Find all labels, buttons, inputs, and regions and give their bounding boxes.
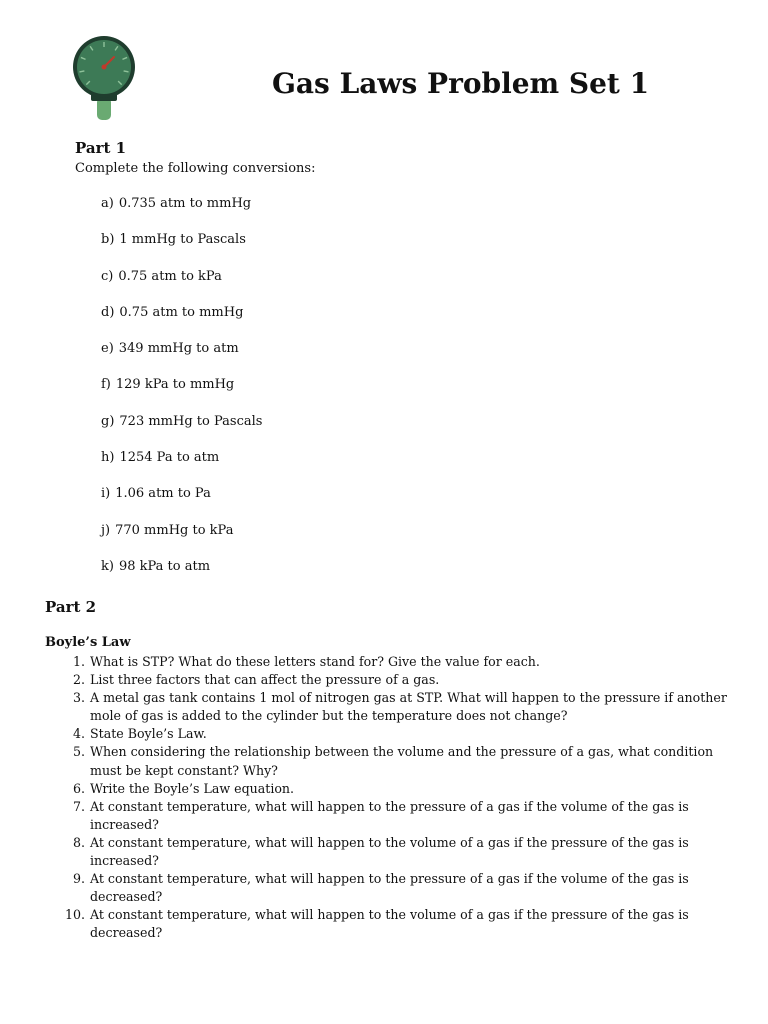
gauge-tick bbox=[124, 71, 129, 72]
conversion-item bbox=[101, 558, 262, 594]
conversion-item bbox=[101, 376, 262, 412]
item-letter: b) bbox=[101, 232, 115, 248]
question-item bbox=[45, 798, 745, 834]
question-text: At constant temperature, what will happen to the pressure of a gas if the volume of the gas is increased? bbox=[90, 798, 689, 832]
part2-heading: Part 2 bbox=[45, 598, 97, 616]
gauge-pivot bbox=[102, 65, 107, 70]
question-item bbox=[45, 743, 745, 779]
question-text: At constant temperature, what will happen to the volume of a gas if the pressure of the gas is decreased? bbox=[90, 907, 689, 941]
item-text: 0.75 atm to mmHg bbox=[119, 304, 244, 320]
question-item bbox=[45, 834, 745, 870]
question-number: 2. bbox=[72, 672, 85, 688]
question-text: At constant temperature, what will happen to the volume of a gas if the pressure of the gas is increased? bbox=[90, 834, 689, 869]
conversion-list bbox=[101, 195, 262, 594]
conversion-item bbox=[101, 449, 262, 485]
item-text: 1254 Pa to atm bbox=[119, 450, 220, 466]
question-item bbox=[45, 725, 745, 743]
part1-instructions: Complete the following conversions: bbox=[75, 161, 316, 176]
question-number: 6. bbox=[72, 780, 85, 796]
conversion-item bbox=[101, 485, 262, 521]
item-text: 0.75 atm to kPa bbox=[118, 268, 222, 284]
question-item bbox=[45, 870, 745, 906]
gauge-tick bbox=[79, 71, 84, 72]
question-number: 3. bbox=[72, 690, 85, 706]
question-number: 8. bbox=[72, 834, 85, 850]
item-text: 349 mmHg to atm bbox=[118, 341, 239, 357]
item-text: 1.06 atm to Pa bbox=[115, 486, 211, 502]
question-number: 4. bbox=[72, 726, 85, 742]
question-number: 7. bbox=[72, 798, 85, 814]
question-item bbox=[45, 780, 745, 798]
question-number: 5. bbox=[72, 744, 85, 760]
question-text: When considering the relationship between the volume and the pressure of a gas, what condition must be kept constant? Why? bbox=[90, 744, 714, 778]
question-text: What is STP? What do these letters stand for? Give the value for each. bbox=[90, 654, 540, 669]
question-text: A metal gas tank contains 1 mol of nitrogen gas at STP. What will happen to the pressure if another mole of gas is added to the cylinder but the temperature does not change? bbox=[90, 690, 727, 724]
item-text: 98 kPa to atm bbox=[118, 558, 211, 574]
conversion-item bbox=[101, 231, 262, 267]
question-item bbox=[45, 653, 745, 671]
conversion-item bbox=[101, 522, 262, 558]
item-text: 770 mmHg to kPa bbox=[115, 522, 234, 538]
item-letter: a) bbox=[101, 196, 114, 211]
conversion-item bbox=[101, 304, 262, 340]
item-letter: i) bbox=[101, 486, 111, 502]
question-text: State Boyle’s Law. bbox=[90, 726, 207, 742]
item-letter: d) bbox=[101, 304, 115, 320]
conversion-item bbox=[101, 268, 262, 304]
question-item bbox=[45, 671, 745, 689]
question-number: 1. bbox=[72, 654, 85, 669]
question-item bbox=[45, 906, 745, 942]
item-text: 1 mmHg to Pascals bbox=[119, 232, 246, 248]
part1-heading: Part 1 bbox=[75, 139, 127, 157]
conversion-item bbox=[101, 413, 262, 449]
question-list bbox=[45, 653, 745, 943]
page-title: Gas Laws Problem Set 1 bbox=[272, 67, 650, 100]
question-item bbox=[45, 689, 745, 725]
question-number: 10. bbox=[64, 907, 85, 923]
question-text: List three factors that can affect the pressure of a gas. bbox=[90, 672, 440, 688]
item-text: 0.735 atm to mmHg bbox=[118, 196, 252, 211]
item-text: 129 kPa to mmHg bbox=[115, 377, 235, 393]
question-number: 9. bbox=[72, 871, 85, 887]
item-letter: f) bbox=[101, 377, 111, 393]
conversion-item bbox=[101, 195, 262, 231]
conversion-item bbox=[101, 340, 262, 376]
item-letter: h) bbox=[101, 450, 115, 466]
item-letter: g) bbox=[101, 413, 115, 429]
question-text: Write the Boyle’s Law equation. bbox=[90, 780, 295, 796]
item-letter: j) bbox=[101, 522, 111, 538]
item-letter: c) bbox=[101, 268, 114, 284]
item-text: 723 mmHg to Pascals bbox=[119, 413, 263, 429]
section-heading-boyles-law: Boyle’s Law bbox=[45, 635, 131, 650]
question-text: At constant temperature, what will happen to the pressure of a gas if the volume of the gas is decreased? bbox=[90, 871, 689, 905]
pressure-gauge-icon bbox=[70, 33, 138, 123]
item-letter: e) bbox=[101, 341, 114, 357]
item-letter: k) bbox=[101, 558, 114, 574]
